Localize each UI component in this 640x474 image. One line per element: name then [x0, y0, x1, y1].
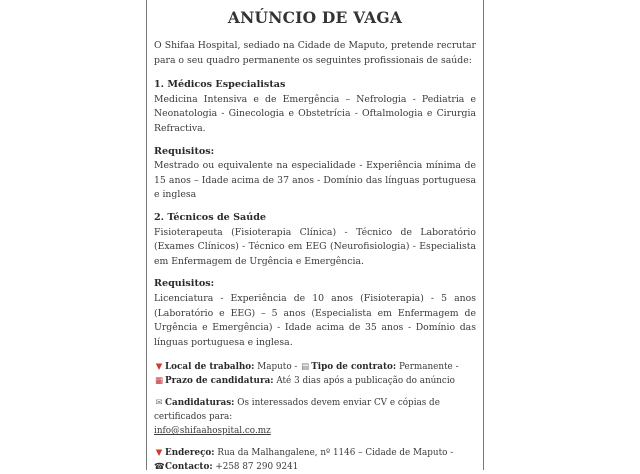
job-advert-document [146, 0, 484, 473]
contract-value: Permanente - [398, 362, 459, 373]
location-value: Maputo - [257, 362, 298, 373]
location-contract-line [154, 360, 476, 374]
location-label: Local de trabalho: [165, 362, 255, 373]
applications-line [154, 396, 476, 438]
intro-paragraph: O Shifaa Hospital, sediado na Cidade de Maputo, pretende recrutar para o seu quadro permanente os seguintes profissionais de saúde: [154, 40, 476, 66]
section-2-requirements-body: Licenciatura - Experiência de 10 anos (Fisioterapia) - 5 anos (Laboratório e EEG) – 5 anos (Especialista em Enfermagem de Urgência e Emergência) - Idade acima de 35 anos - Domínio das línguas portuguesa e inglesa. [154, 292, 476, 348]
section-1-requirements-heading: Requisitos: [154, 145, 215, 157]
page-title: ANÚNCIO DE VAGA [227, 8, 403, 27]
map-pin-icon: ▼ [155, 362, 163, 373]
contact-label: Contacto: [165, 462, 213, 473]
email-link[interactable]: info@shifaahospital.co.mz [154, 426, 271, 437]
deadline-label: Prazo de candidatura: [165, 376, 274, 387]
address-label: Endereço: [165, 448, 215, 459]
section-2-heading: 2. Técnicos de Saúde [154, 211, 267, 223]
map-pin-icon: ▼ [155, 448, 163, 459]
contact-line [154, 460, 476, 474]
deadline-value: Até 3 dias após a publicação do anúncio [276, 376, 455, 387]
envelope-icon: ✉ [155, 398, 163, 409]
section-1-heading: 1. Médicos Especialistas [154, 79, 286, 91]
phone-icon: ☎ [154, 462, 165, 473]
contract-label: Tipo de contrato: [311, 362, 397, 373]
section-1-body: Medicina Intensiva e de Emergência – Nefrologia - Pediatria e Neonatologia - Ginecologia e Obstetrícia - Oftalmologia e Cirurgia Refractiva. [154, 93, 476, 134]
applications-value: Os interessados devem enviar CV e cópias de certificados para: [154, 398, 440, 423]
calendar-icon: ▦ [154, 376, 164, 387]
address-line [154, 446, 476, 460]
address-value: Rua da Malhangalene, nº 1146 – Cidade de Maputo - [217, 448, 454, 459]
document-icon: ▤ [301, 362, 310, 373]
section-2-body: Fisioterapeuta (Fisioterapia Clínica) - Técnico de Laboratório (Exames Clínicos) - Técnico em EEG (Neurofisiologia) - Especialista em Enfermagem de Urgência e Emergência. [154, 226, 476, 267]
contact-value: +258 87 290 9241 [215, 462, 299, 473]
section-1-requirements-body: Mestrado ou equivalente na especialidade - Experiência mínima de 15 anos – Idade acima de 37 anos - Domínio das línguas portuguesa e inglesa [154, 160, 476, 201]
applications-label: Candidaturas: [165, 398, 235, 409]
section-2-requirements-heading: Requisitos: [154, 278, 215, 290]
deadline-line [154, 374, 476, 388]
